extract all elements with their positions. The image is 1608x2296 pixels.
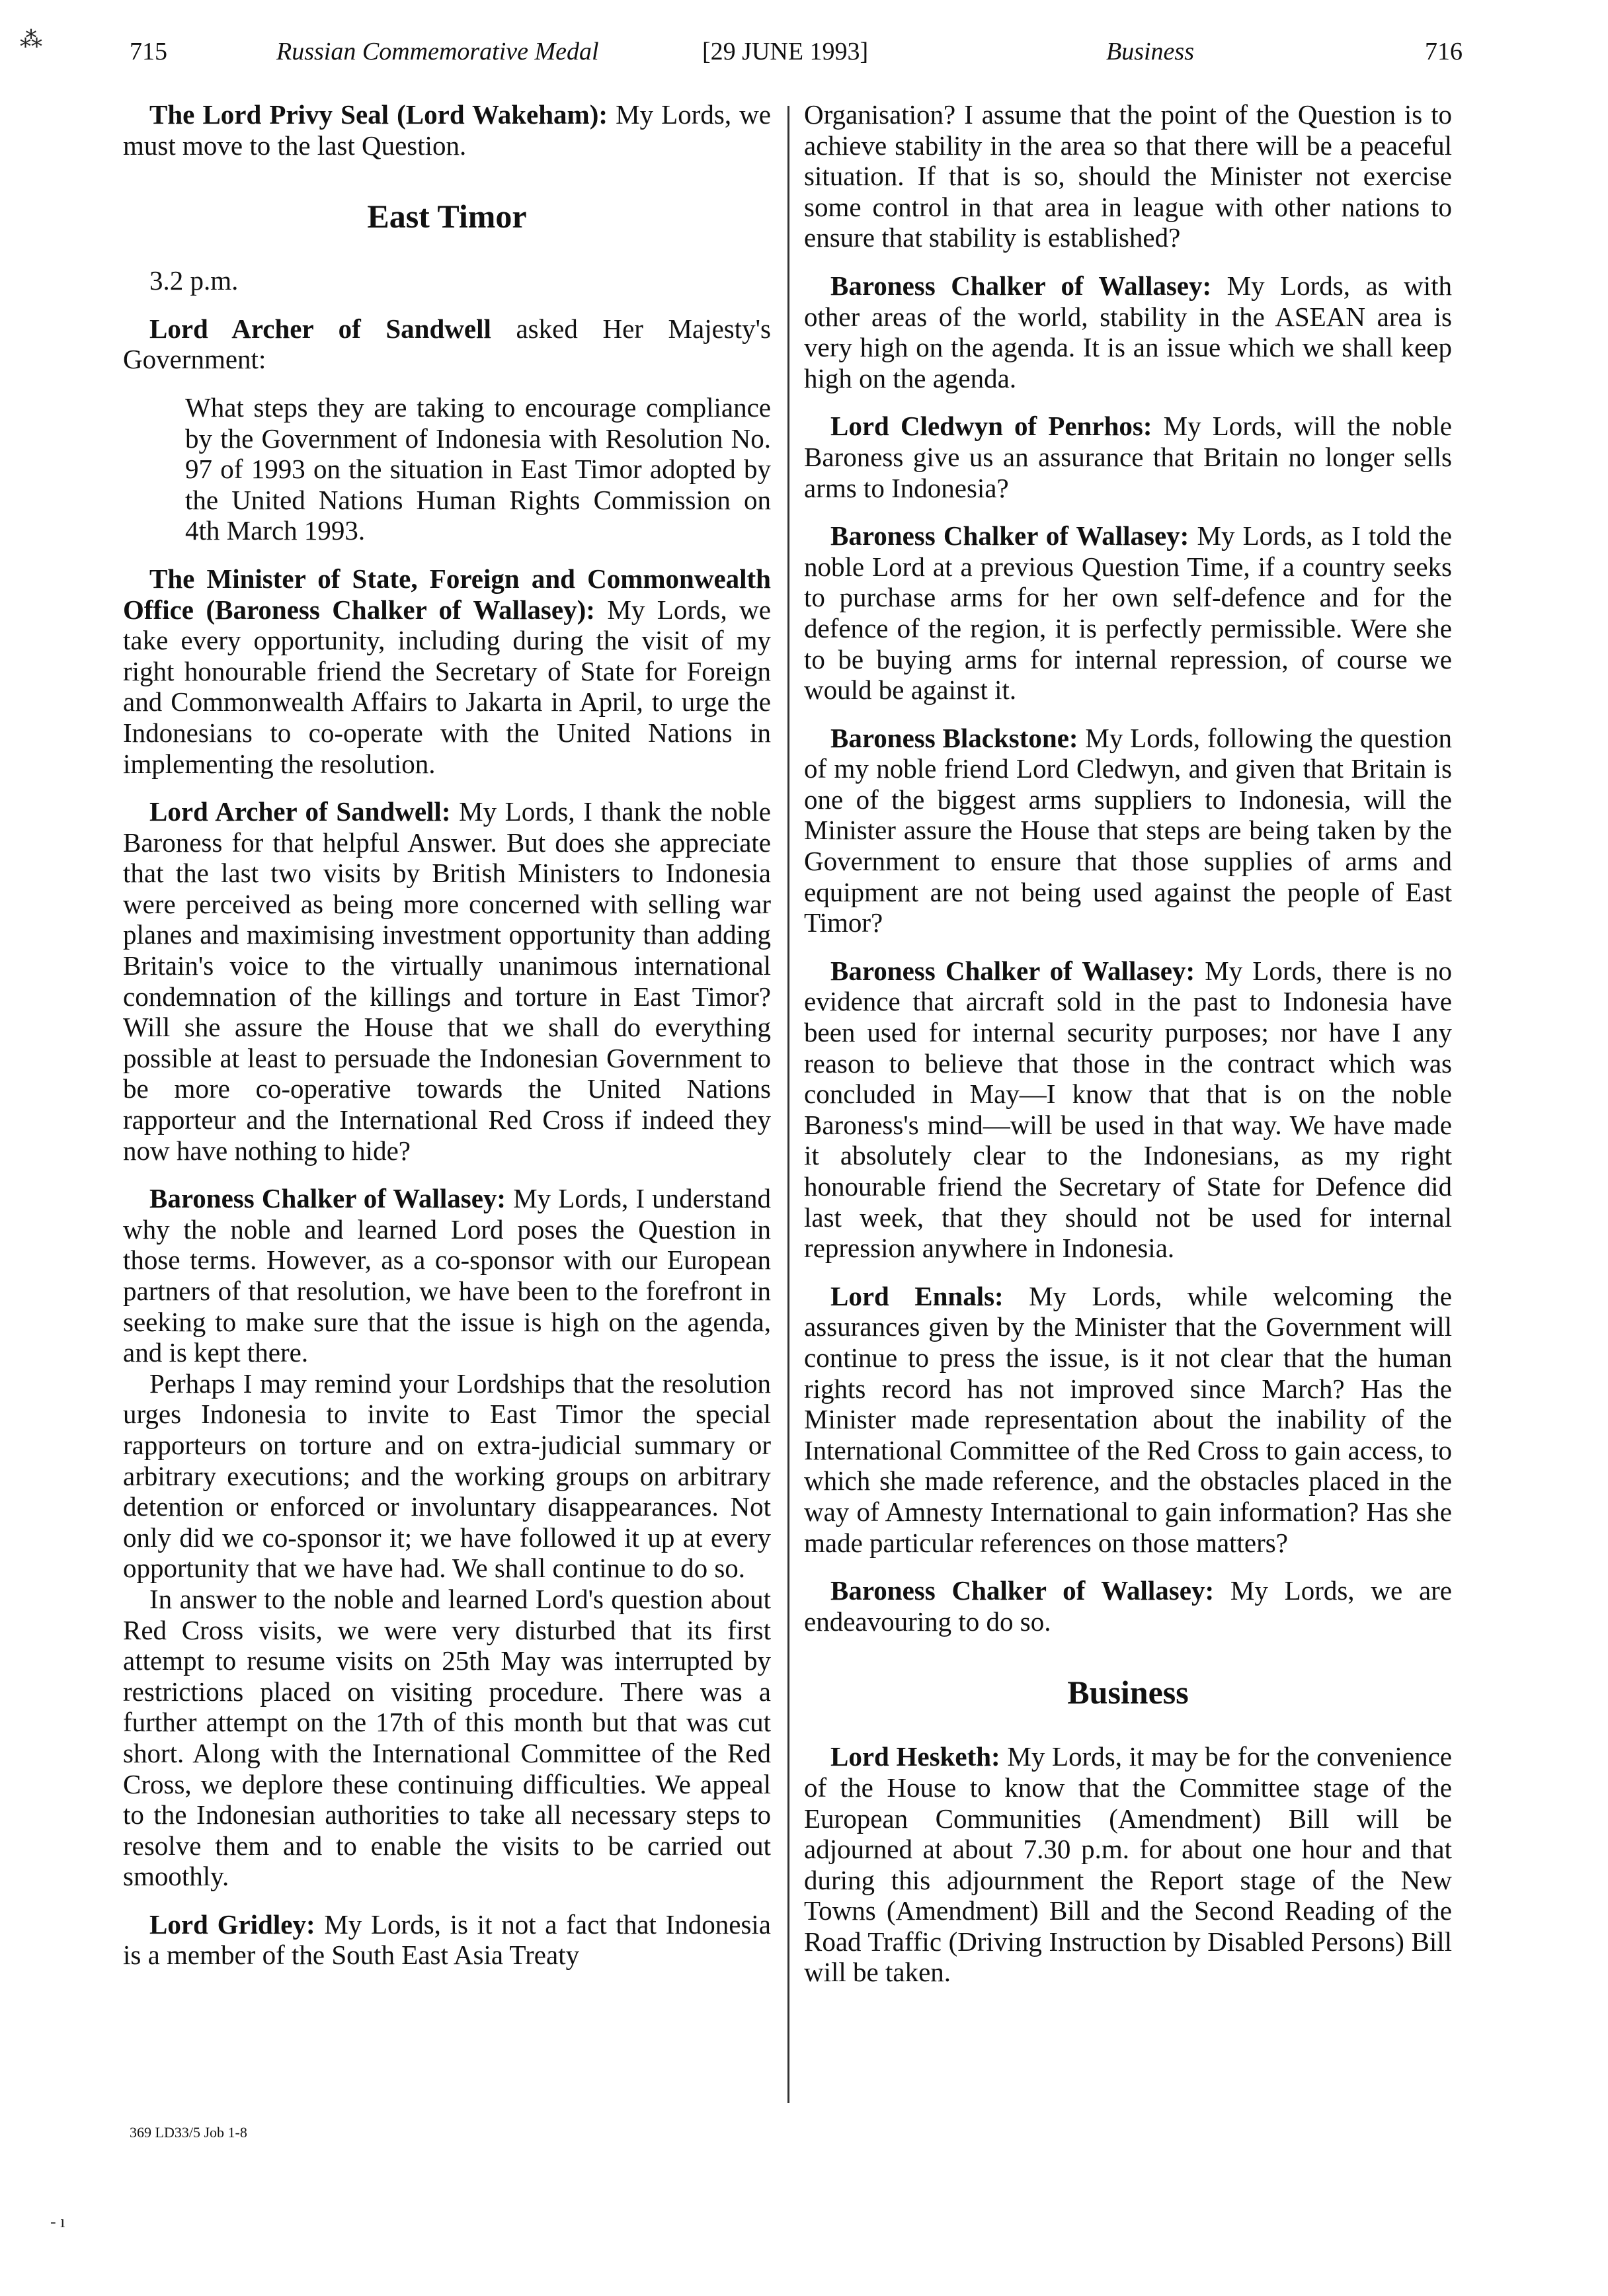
question-text: What steps they are taking to encourage compliance by the Government of Indonesia with Resolution No. 97 of 1993 on the situation in East Timor adopted by the United Nations Human Rights Commission on 4th March 1993. — [185, 391, 771, 546]
speaker-name: Lord Cledwyn of Penrhos: — [830, 411, 1152, 442]
speaker-name: Baroness Blackstone: — [830, 722, 1078, 753]
column-divider — [787, 106, 789, 2103]
left-page-number: 715 — [130, 38, 167, 65]
paragraph — [123, 563, 771, 779]
speech-text: My Lords, there is no evidence that aircraft sold in the past to Indonesia have been used for internal security purposes; nor have I any reason to believe that those in the contract which was concluded in May—I know that that is on the noble Baroness's mind—will be used in that way. We have made it absolutely clear to the Indonesians, as my right honourable friend the Secretary of State for Defence did last week, that they should not be used for internal repression anywhere in Indonesia. — [804, 955, 1452, 1264]
left-column — [123, 99, 771, 2083]
paragraph — [804, 1741, 1452, 1988]
speaker-name: Lord Archer of Sandwell: — [149, 796, 451, 827]
speaker-name: The Minister of State, Foreign and Commonwealth Office (Baroness Chalker of Wallasey): — [123, 563, 771, 625]
right-page-number: 716 — [1425, 38, 1463, 65]
paragraph — [804, 723, 1452, 938]
paragraph — [123, 1183, 771, 1368]
speaker-name: Baroness Chalker of Wallasey: — [149, 1183, 506, 1214]
speech-text: My Lords, as I told the noble Lord at a previous Question Time, if a country seeks to purchase arms for her own self-defence and for the defence of the region, it is perfectly permissible. Were she to be buying arms for internal repression, of course we would be against it. — [804, 520, 1452, 706]
section-heading-east-timor: East Timor — [367, 198, 527, 235]
paragraph: Perhaps I may remind your Lordships that the resolution urges Indonesia to invite to East Timor the special rapporteurs on torture and on extra-judicial summary or arbitrary executions; and the working groups on arbitrary detention or enforced or involuntary disappearances. Not only did we co-sponsor it; we have followed it up at every opportunity that we have had. We shall continue to do so. — [123, 1368, 771, 1584]
speaker-name: The Lord Privy Seal (Lord Wakeham): — [149, 99, 608, 130]
paragraph — [804, 520, 1452, 706]
section-heading-business: Business — [1067, 1674, 1189, 1711]
speaker-name: Baroness Chalker of Wallasey: — [830, 520, 1189, 552]
speech-text: My Lords, I thank the noble Baroness for that helpful Answer. But does she appreciate that the last two visits by British Ministers to Indonesia were perceived as being more concerned with selling war planes and maximising investment opportunity than adding Britain's voice to the virtually unanimous international condemnation of the killings and torture in East Timor? Will she assure the House that we shall do everything possible at least to persuade the Indonesian Government to be more co-operative towards the United Nations rapporteur and the International Red Cross if indeed they now have nothing to hide? — [123, 796, 771, 1166]
header-date: [29 JUNE 1993] — [702, 38, 869, 65]
paragraph — [804, 1281, 1452, 1558]
paragraph — [123, 1909, 771, 1971]
paragraph: In answer to the noble and learned Lord's question about Red Cross visits, we were very disturbed that its first attempt to resume visits on 25th May was interrupted by restrictions placed on visiting procedure. There was a further attempt on the 17th of this month but that was cut short. Along with the International Committee of the Red Cross, we deplore these continuing difficulties. We appeal to the Indonesian authorities to take all necessary steps to resolve them and to enable the visits to be carried out smoothly. — [123, 1583, 771, 1892]
paragraph — [123, 99, 771, 161]
speaker-name: Lord Ennals: — [830, 1280, 1004, 1311]
page-header — [0, 37, 1608, 77]
speech-text: My Lords, is it not a fact that Indonesia is a member of the South East Asia Treaty — [123, 1908, 771, 1971]
speech-text: My Lords, I understand why the noble and learned Lord poses the Question in those terms. However, as a co-sponsor with our European partners of that resolution, we have been to the forefront in seeking to make sure that the issue is high on the agenda, and is kept there. — [123, 1183, 771, 1368]
sitting-time: 3.2 p.m. — [149, 265, 239, 296]
speaker-name: Lord Hesketh: — [830, 1741, 1000, 1772]
speech-text: My Lords, we take every opportunity, including during the visit of my right honourable friend the Secretary of State for Foreign and Commonwealth Affairs to Jakarta in April, to urge the Indonesians to co-operate with the United Nations in implementing the resolution. — [123, 594, 771, 779]
left-running-title: Russian Commemorative Medal — [276, 38, 599, 65]
paragraph — [123, 313, 771, 375]
speech-text: My Lords, while welcoming the assurances given by the Minister that the Government will continue to press the issue, is it not clear that the human rights record has not improved since March? Has the Minister made representation about the inability of the International Committee of the Red Cross to gain access, to which she made reference, and the obstacles placed in the way of Amnesty International to gain information? Has she made particular references on those matters? — [804, 1280, 1452, 1558]
speaker-name: Lord Archer of Sandwell — [149, 313, 491, 344]
speech-text: asked Her Majesty's Government: — [123, 313, 771, 375]
speech-text: My Lords, we must move to the last Question. — [123, 99, 771, 161]
paragraph — [804, 270, 1452, 393]
speaker-name: Lord Gridley: — [149, 1908, 315, 1940]
speaker-name: Baroness Chalker of Wallasey: — [830, 270, 1212, 301]
right-column — [804, 99, 1452, 2083]
speaker-name: Baroness Chalker of Wallasey: — [830, 955, 1195, 986]
speech-text: My Lords, we are endeavouring to do so. — [804, 1575, 1452, 1637]
speech-text: My Lords, will the noble Baroness give us an assurance that Britain no longer sells arms to Indonesia? — [804, 411, 1452, 503]
paragraph — [804, 411, 1452, 503]
margin-mark-bottom: - ı — [50, 2212, 65, 2231]
speech-text: My Lords, as with other areas of the world, stability in the ASEAN area is very high on the agenda. It is an issue which we shall keep high on the agenda. — [804, 270, 1452, 393]
speech-text: My Lords, following the question of my noble friend Lord Cledwyn, and given that Britain is one of the biggest arms suppliers to Indonesia, will the Minister assure the House that steps are being taken by the Government to ensure that those supplies of arms and equipment are not being used against the people of East Timor? — [804, 722, 1452, 938]
right-running-title: Business — [1106, 38, 1194, 65]
paragraph — [123, 796, 771, 1166]
paragraph: Organisation? I assume that the point of the Question is to achieve stability in the area so that there will be a peaceful situation. If that is so, should the Minister not exercise some control in that area in league with other nations to ensure that stability is established? — [804, 99, 1452, 253]
paragraph — [804, 956, 1452, 1264]
speech-text: My Lords, it may be for the convenience of the House to know that the Committee stage of the European Communities (Amendment) Bill will be adjourned at about 7.30 p.m. for about one hour and that during this adjournment the Report stage of the New Towns (Amendment) Bill and the Second Reading of the Road Traffic (Driving Instruction by Disabled Persons) Bill will be taken. — [804, 1741, 1452, 1988]
print-job-code: 369 LD33/5 Job 1-8 — [130, 2124, 247, 2141]
paragraph — [804, 1575, 1452, 1637]
speaker-name: Baroness Chalker of Wallasey: — [830, 1575, 1215, 1606]
margin-mark-top: ⁂ — [20, 28, 42, 52]
